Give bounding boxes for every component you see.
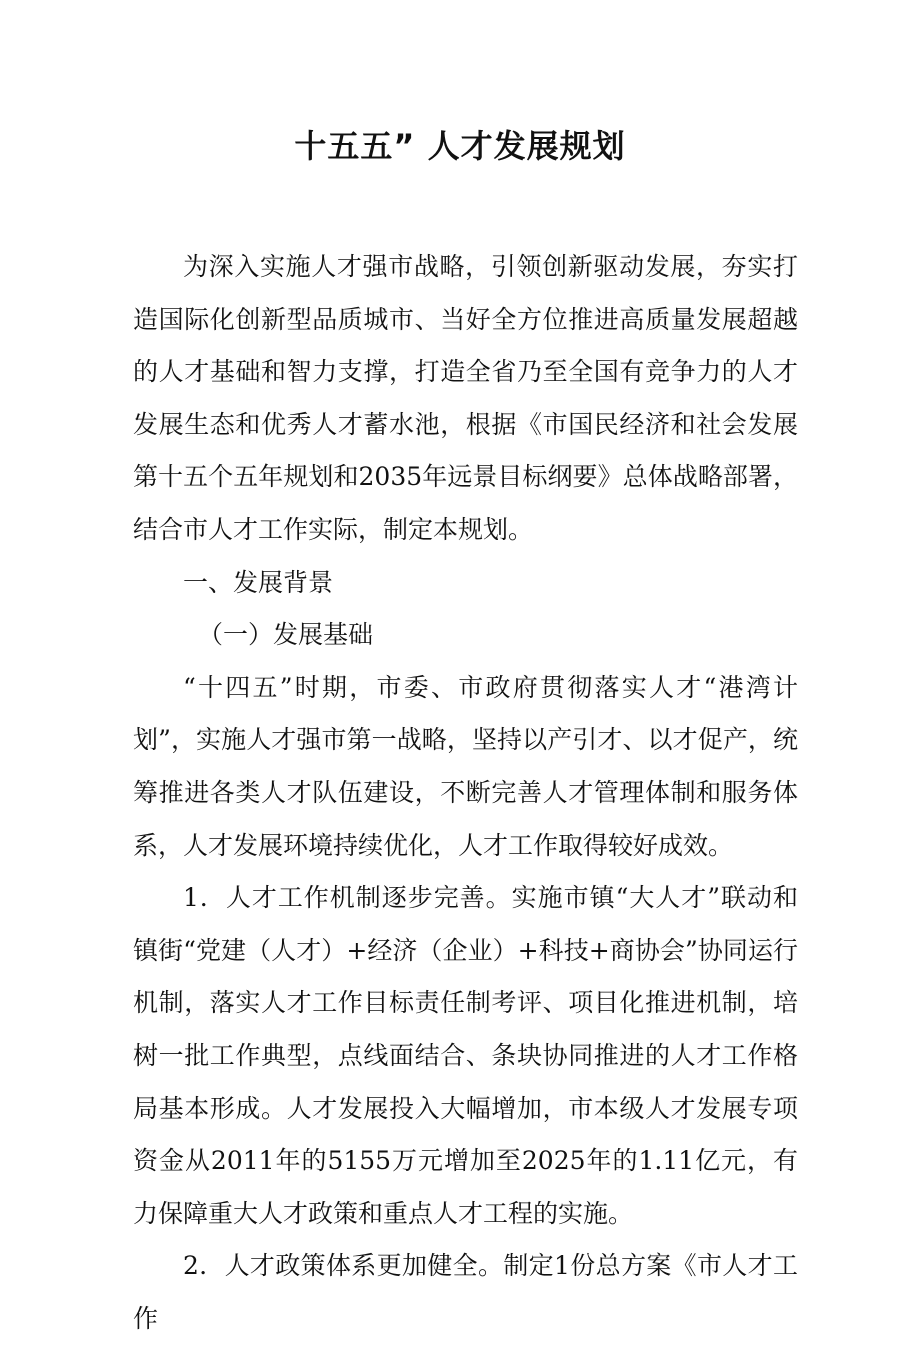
section-heading: 一、发展背景	[183, 567, 334, 597]
document-body	[133, 241, 798, 1345]
document-title: 十五五” 人才发展规划	[294, 127, 626, 165]
background-paragraph: “十四五”时期，市委、市政府贯彻落实人才“港湾计划”，实施人才强市第一战略，坚持以产引才、以才促产，统筹推进各类人才队伍建设，不断完善人才管理体制和服务体系，人才发展环境持续优化，人才工作取得较好成效。	[133, 672, 798, 860]
subsection-heading: （一）发展基础	[198, 620, 374, 650]
intro-paragraph: 为深入实施人才强市战略，引领创新驱动发展，夯实打造国际化创新型品质城市、当好全方位推进高质量发展超越的人才基础和智力支撑，打造全省乃至全国有竞争力的人才发展生态和优秀人才蓄水池，根据《市国民经济和社会发展第十五个五年规划和2035年远景目标纲要》总体战略部署，结合市人才工作实际，制定本规划。	[133, 252, 798, 544]
item-1-paragraph: 1．人才工作机制逐步完善。实施市镇“大人才”联动和镇街“党建（人才）+经济（企业）+科技+商协会”协同运行机制，落实人才工作目标责任制考评、项目化推进机制，培树一批工作典型，点线面结合、条块协同推进的人才工作格局基本形成。人才发展投入大幅增加，市本级人才发展专项资金从2011年的5155万元增加至2025年的1.11亿元，有力保障重大人才政策和重点人才工程的实施。	[133, 883, 798, 1228]
item-2-paragraph: 2．人才政策体系更加健全。制定1份总方案《市人才工作	[133, 1251, 798, 1333]
